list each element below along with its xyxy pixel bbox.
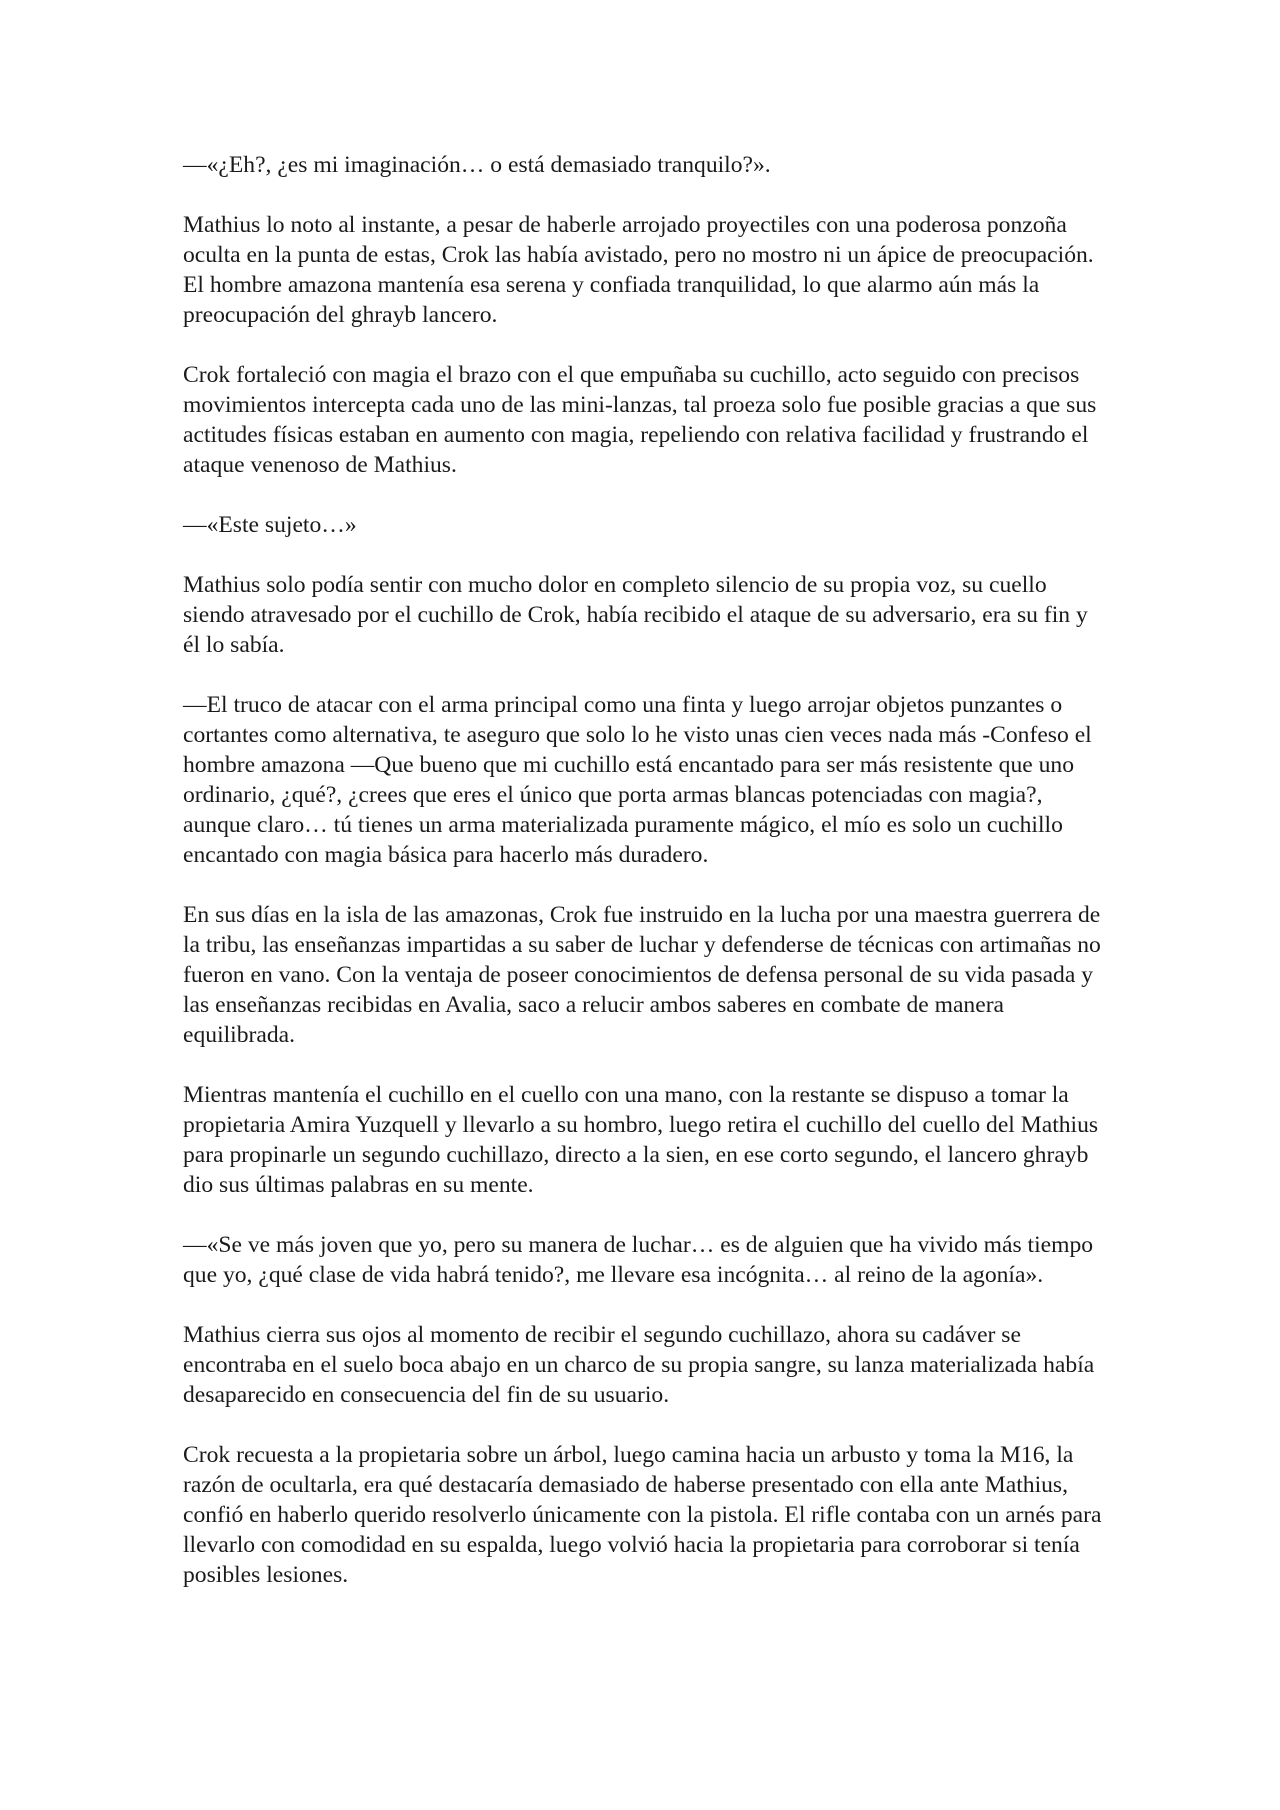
- paragraph-4: —«Este sujeto…»: [183, 512, 357, 538]
- paragraph-3: Crok fortaleció con magia el brazo con el que empuñaba su cuchillo, acto seguido con precisos movimientos intercepta cada uno de las mini-lanzas, tal proeza solo fue posible gracias a que sus actitudes físicas estaban en aumento con magia, repeliendo con relativa facilidad y frustrando el ataque venenoso de Mathius.: [183, 362, 1097, 478]
- paragraph-6: —El truco de atacar con el arma principal como una finta y luego arrojar objetos punzantes o cortantes como alternativa, te aseguro que solo lo he visto unas cien veces nada más -Confeso el hombre amazona —Que bueno que mi cuchillo está encantado para ser más resistente que uno ordinario, ¿qué?, ¿crees que eres el único que porta armas blancas potenciadas con magia?, aunque claro… tú tienes un arma materializada puramente mágico, el mío es solo un cuchillo encantado con magia básica para hacerlo más duradero.: [183, 692, 1092, 868]
- document-body: [183, 150, 1103, 1590]
- paragraph-10: Mathius cierra sus ojos al momento de recibir el segundo cuchillazo, ahora su cadáver se encontraba en el suelo boca abajo en un charco de su propia sangre, su lanza materializada había desaparecido en consecuencia del fin de su usuario.: [183, 1322, 1095, 1408]
- paragraph-8: Mientras mantenía el cuchillo en el cuello con una mano, con la restante se dispuso a tomar la propietaria Amira Yuzquell y llevarlo a su hombro, luego retira el cuchillo del cuello del Mathius para propinarle un segundo cuchillazo, directo a la sien, en ese corto segundo, el lancero ghrayb dio sus últimas palabras en su mente.: [183, 1082, 1099, 1198]
- paragraph-11: Crok recuesta a la propietaria sobre un árbol, luego camina hacia un arbusto y toma la M16, la razón de ocultarla, era qué destacaría demasiado de haberse presentado con ella ante Mathius, confió en haberlo querido resolverlo únicamente con la pistola. El rifle contaba con un arnés para llevarlo con comodidad en su espalda, luego volvió hacia la propietaria para corroborar si tenía posibles lesiones.: [183, 1442, 1102, 1588]
- paragraph-7: En sus días en la isla de las amazonas, Crok fue instruido en la lucha por una maestra guerrera de la tribu, las enseñanzas impartidas a su saber de luchar y defenderse de técnicas con artimañas no fueron en vano. Con la ventaja de poseer conocimientos de defensa personal de su vida pasada y las enseñanzas recibidas en Avalia, saco a relucir ambos saberes en combate de manera equilibrada.: [183, 902, 1101, 1048]
- paragraph-9: —«Se ve más joven que yo, pero su manera de luchar… es de alguien que ha vivido más tiempo que yo, ¿qué clase de vida habrá tenido?, me llevare esa incógnita… al reino de la agonía».: [183, 1232, 1094, 1288]
- paragraph-2: Mathius lo noto al instante, a pesar de haberle arrojado proyectiles con una poderosa ponzoña oculta en la punta de estas, Crok las había avistado, pero no mostro ni un ápice de preocupación. El hombre amazona mantenía esa serena y confiada tranquilidad, lo que alarmo aún más la preocupación del ghrayb lancero.: [183, 212, 1094, 328]
- paragraph-1: —«¿Eh?, ¿es mi imaginación… o está demasiado tranquilo?».: [183, 152, 771, 178]
- paragraph-5: Mathius solo podía sentir con mucho dolor en completo silencio de su propia voz, su cuello siendo atravesado por el cuchillo de Crok, había recibido el ataque de su adversario, era su fin y él lo sabía.: [183, 572, 1088, 658]
